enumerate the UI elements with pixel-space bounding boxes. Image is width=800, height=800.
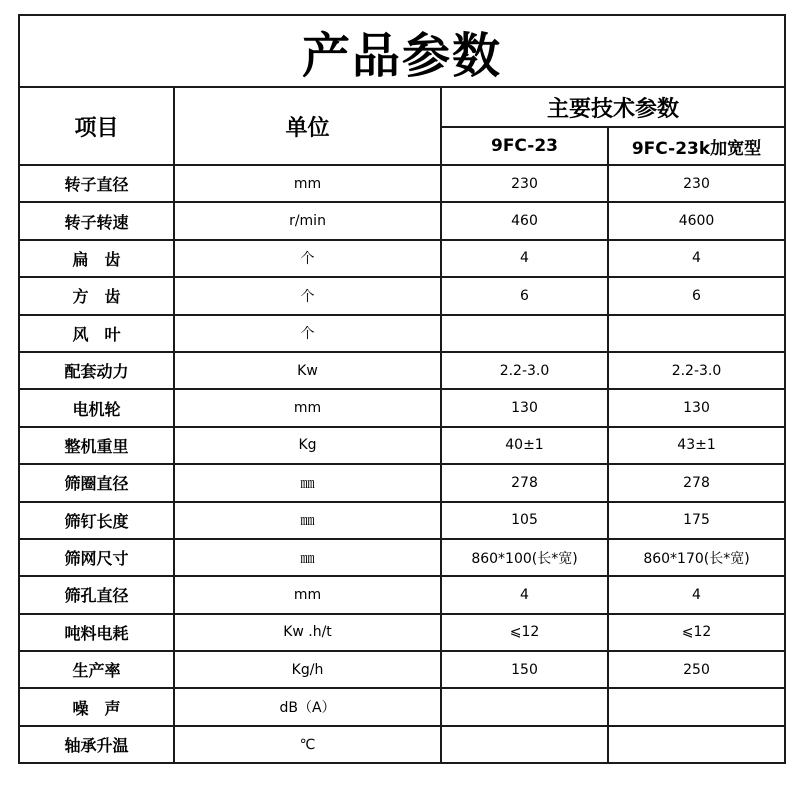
table-row: [19, 427, 785, 464]
row-value-model-1: 150: [441, 651, 608, 688]
row-name: 风 叶: [19, 315, 174, 352]
row-name: 转子转速: [19, 202, 174, 239]
header-model-1: 9FC-23: [441, 127, 608, 165]
row-value-model-2: 4: [608, 240, 785, 277]
table-row: [19, 614, 785, 651]
table-row: [19, 352, 785, 389]
table-row: [19, 202, 785, 239]
row-unit: 个: [174, 315, 441, 352]
row-unit: r/min: [174, 202, 441, 239]
row-value-model-1: [441, 315, 608, 352]
row-value-model-1: [441, 726, 608, 763]
row-value-model-1: 105: [441, 502, 608, 539]
row-name: 电机轮: [19, 389, 174, 426]
table-row: [19, 539, 785, 576]
row-value-model-2: 2.2-3.0: [608, 352, 785, 389]
row-value-model-2: 175: [608, 502, 785, 539]
row-value-model-2: 130: [608, 389, 785, 426]
product-parameter-sheet: [18, 14, 784, 790]
row-name: 噪 声: [19, 688, 174, 725]
table-row: [19, 651, 785, 688]
row-value-model-2: 230: [608, 165, 785, 202]
row-value-model-1: [441, 688, 608, 725]
row-unit: mm: [174, 576, 441, 613]
row-value-model-2: [608, 688, 785, 725]
header-unit: 单位: [174, 87, 441, 165]
row-value-model-1: 460: [441, 202, 608, 239]
row-value-model-1: 4: [441, 240, 608, 277]
row-value-model-2: [608, 726, 785, 763]
row-name: 配套动力: [19, 352, 174, 389]
row-name: 生产率: [19, 651, 174, 688]
row-unit: ㎜: [174, 502, 441, 539]
row-name: 转子直径: [19, 165, 174, 202]
row-name: 筛网尺寸: [19, 539, 174, 576]
row-value-model-1: 860*100(长*宽): [441, 539, 608, 576]
row-value-model-1: 130: [441, 389, 608, 426]
table-row: [19, 688, 785, 725]
row-value-model-1: 6: [441, 277, 608, 314]
row-unit: ℃: [174, 726, 441, 763]
row-value-model-2: 43±1: [608, 427, 785, 464]
row-value-model-1: 40±1: [441, 427, 608, 464]
row-value-model-2: 250: [608, 651, 785, 688]
row-name: 筛钉长度: [19, 502, 174, 539]
table-row: [19, 315, 785, 352]
table-row: [19, 389, 785, 426]
parameter-table: [18, 14, 786, 764]
table-row: [19, 502, 785, 539]
row-name: 吨料电耗: [19, 614, 174, 651]
header-item: 项目: [19, 87, 174, 165]
row-unit: Kg/h: [174, 651, 441, 688]
row-value-model-2: [608, 315, 785, 352]
row-name: 筛圈直径: [19, 464, 174, 501]
row-value-model-1: 230: [441, 165, 608, 202]
row-unit: ㎜: [174, 464, 441, 501]
row-unit: ㎜: [174, 539, 441, 576]
row-name: 轴承升温: [19, 726, 174, 763]
row-value-model-2: ⩽12: [608, 614, 785, 651]
header-model-2: 9FC-23k加宽型: [608, 127, 785, 165]
row-unit: Kg: [174, 427, 441, 464]
row-unit: mm: [174, 165, 441, 202]
table-row: [19, 277, 785, 314]
row-unit: 个: [174, 277, 441, 314]
page-title: 产品参数: [19, 15, 785, 87]
row-value-model-2: 860*170(长*宽): [608, 539, 785, 576]
row-unit: Kw: [174, 352, 441, 389]
row-unit: Kw .h/t: [174, 614, 441, 651]
row-name: 筛孔直径: [19, 576, 174, 613]
row-value-model-1: 2.2-3.0: [441, 352, 608, 389]
row-name: 扁 齿: [19, 240, 174, 277]
row-unit: dB（A）: [174, 688, 441, 725]
row-value-model-1: 278: [441, 464, 608, 501]
row-name: 整机重里: [19, 427, 174, 464]
table-row: [19, 576, 785, 613]
table-row: [19, 464, 785, 501]
row-value-model-2: 4: [608, 576, 785, 613]
table-row: [19, 240, 785, 277]
header-spec-group: 主要技术参数: [441, 87, 785, 127]
row-unit: 个: [174, 240, 441, 277]
row-value-model-2: 278: [608, 464, 785, 501]
row-value-model-1: ⩽12: [441, 614, 608, 651]
row-value-model-2: 4600: [608, 202, 785, 239]
table-row: [19, 726, 785, 763]
row-name: 方 齿: [19, 277, 174, 314]
row-value-model-1: 4: [441, 576, 608, 613]
table-row: [19, 165, 785, 202]
row-value-model-2: 6: [608, 277, 785, 314]
row-unit: mm: [174, 389, 441, 426]
